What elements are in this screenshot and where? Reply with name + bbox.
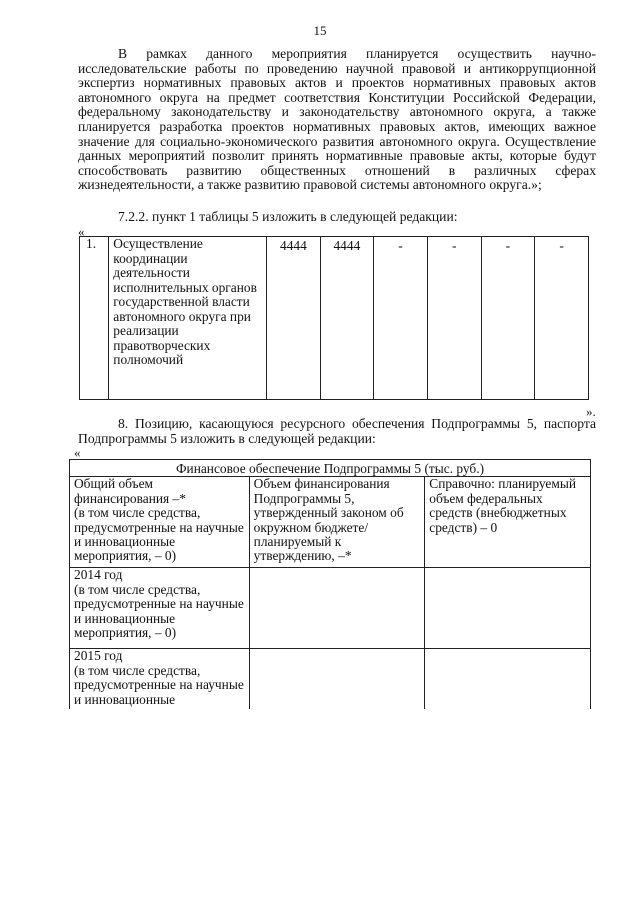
dash-cell-2: - <box>427 237 481 400</box>
paragraph-amendment-7-2-2: 7.2.2. пункт 1 таблицы 5 изложить в следующей редакции: <box>118 209 458 224</box>
empty-cell <box>425 568 591 649</box>
table-row <box>80 237 589 400</box>
empty-cell <box>425 649 591 710</box>
financing-table <box>69 459 591 709</box>
empty-cell <box>249 649 425 710</box>
table-title-row <box>70 460 591 477</box>
table-row <box>70 568 591 649</box>
paragraph-event-description: В рамках данного мероприятия планируется осуществить научно-исследовательские работы по проведению научной правовой и антикоррупционной экспертиз нормативных правовых актов и проектов нормативных правовых актов автономного округа на предмет соответствия Конституции Российской Федерации, федеральному законодательству и законодательству автономного округа, а также планируется разработка проектов нормативных правовых актов, имеющих важное значение для социально-экономического развития автономного округа. Осуществление данных мероприятий позволит принять нормативные правовые акты, которые будут способствовать развитию общественных отношений в различных сферах жизнедеятельности, а также развитию правовой системы автономного округа.»; <box>78 46 596 193</box>
year-2014-cell: 2014 год (в том числе средства, предусмотренные на научные и инновационные мероприятия, – 0) <box>70 568 250 649</box>
value-cell-1: 4444 <box>267 237 320 400</box>
table-5-item-1 <box>79 236 589 400</box>
empty-cell <box>249 568 425 649</box>
header-approved-financing: Объем финансирования Подпрограммы 5, утвержденный законом об окружном бюджете/ планируемый к утверждению, –* <box>249 477 425 568</box>
value-cell-2: 4444 <box>320 237 373 400</box>
dash-cell-4: - <box>535 237 589 400</box>
table-header-row <box>70 477 591 568</box>
opening-quote-mark: « <box>78 224 85 239</box>
header-total-financing: Общий объем финансирования –* (в том числе средства, предусмотренные на научные и инновационные мероприятия, – 0) <box>70 477 250 568</box>
page-number: 15 <box>313 23 327 38</box>
year-2015-cell: 2015 год (в том числе средства, предусмотренные на научные и инновационные <box>70 649 250 710</box>
row-number-cell: 1. <box>80 237 109 400</box>
dash-cell-3: - <box>481 237 535 400</box>
activity-name-cell: Осуществление координации деятельности исполнительных органов государственной власти автономного округа при реализации правотворческих полномочий <box>109 237 267 400</box>
closing-quote-mark: ». <box>586 404 596 419</box>
table-title: Финансовое обеспечение Подпрограммы 5 (тыс. руб.) <box>70 460 591 477</box>
opening-quote-mark-2: « <box>74 445 81 460</box>
dash-cell-1: - <box>374 237 428 400</box>
header-reference-federal: Справочно: планируемый объем федеральных средств (внебюджетных средств) – 0 <box>425 477 591 568</box>
paragraph-amendment-8: 8. Позицию, касающуюся ресурсного обеспечения Подпрограммы 5, паспорта Подпрограммы 5 изложить в следующей редакции: <box>78 416 596 446</box>
table-row <box>70 649 591 710</box>
